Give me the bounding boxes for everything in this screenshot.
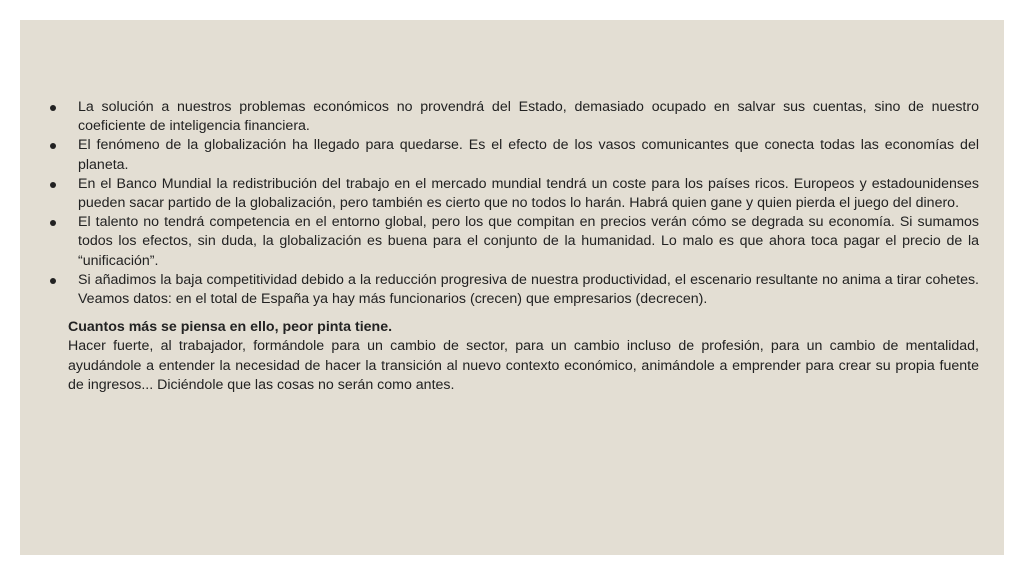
- bullet-list: [47, 98, 979, 309]
- bullet-item: [47, 175, 979, 213]
- bullet-text: Si añadimos la baja competitividad debido a la reducción progresiva de nuestra productividad, el escenario resultante no anima a tirar cohetes. Veamos datos: en el total de España ya hay más funcionarios (crecen) que empresarios (decrecen).: [78, 271, 979, 308]
- slide-content: [47, 98, 979, 395]
- bullet-item: [47, 136, 979, 174]
- closing-paragraph: [47, 318, 979, 395]
- slide-background: [20, 20, 1004, 555]
- bullet-icon: [50, 278, 56, 284]
- closing-heading: Cuantos más se piensa en ello, peor pinta tiene.: [68, 319, 393, 336]
- bullet-item: [47, 271, 979, 309]
- bullet-icon: [50, 143, 56, 149]
- bullet-text: En el Banco Mundial la redistribución del trabajo en el mercado mundial tendrá un coste para los países ricos. Europeos y estadounidenses pueden sacar partido de la globalización, pero también es cierto que no todos lo harán. Habrá quien gane y quien pierda el juego del dinero.: [78, 175, 979, 212]
- bullet-icon: [50, 105, 56, 111]
- bullet-text: La solución a nuestros problemas económicos no provendrá del Estado, demasiado ocupado en salvar sus cuentas, sino de nuestro coeficiente de inteligencia financiera.: [78, 99, 979, 135]
- bullet-text: El fenómeno de la globalización ha llegado para quedarse. Es el efecto de los vasos comunicantes que conecta todas las economías del planeta.: [78, 137, 979, 173]
- bullet-icon: [50, 220, 56, 226]
- closing-body: Hacer fuerte, al trabajador, formándole para un cambio de sector, para un cambio incluso de profesión, para un cambio de mentalidad, ayudándole a entender la necesidad de hacer la transición al nuevo contexto económico, animándole a emprender para crear su propia fuente de ingresos... Diciéndole que las cosas no serán como antes.: [68, 338, 979, 393]
- bullet-icon: [50, 182, 56, 188]
- bullet-item: [47, 213, 979, 271]
- bullet-text: El talento no tendrá competencia en el entorno global, pero los que compitan en precios verán cómo se degrada su economía. Si sumamos todos los efectos, sin duda, la globalización es buena para el conjunto de la humanidad. Lo malo es que ahora toca pagar el precio de la “unificación”.: [78, 214, 979, 269]
- bullet-item: [47, 98, 979, 136]
